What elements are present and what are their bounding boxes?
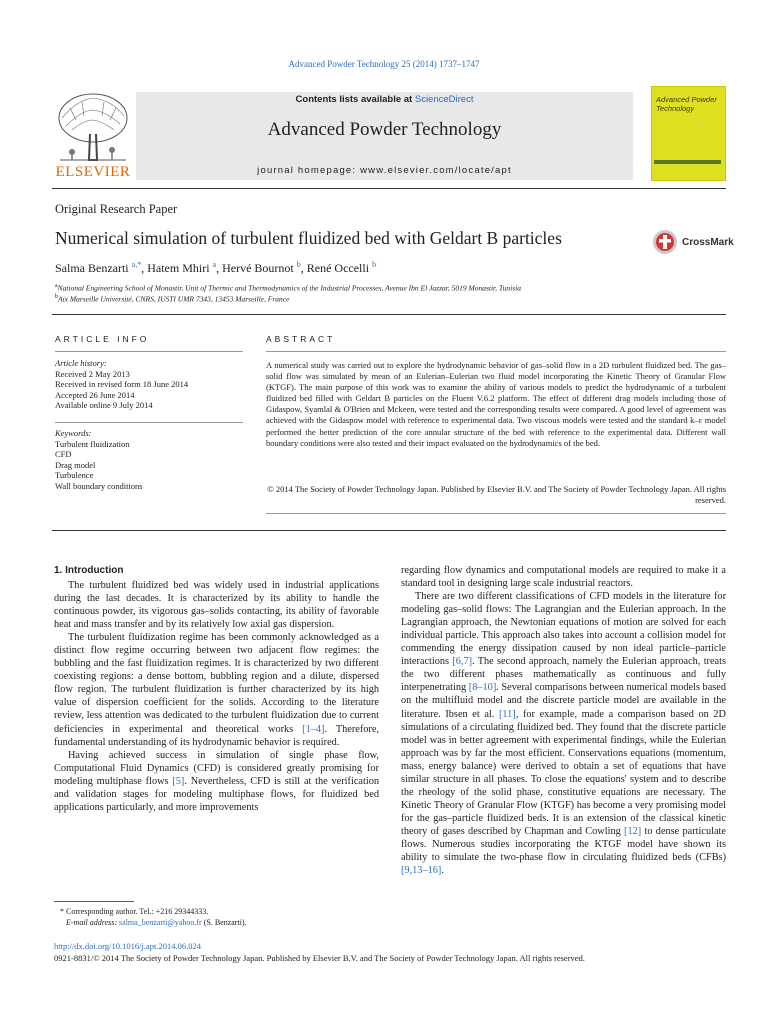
author-name[interactable]: René Occelli (306, 261, 370, 275)
history-item: Accepted 26 June 2014 (55, 389, 135, 400)
keyword: Wall boundary conditions (55, 480, 143, 491)
paragraph-text: to dense particulate flows. Numerous studies incorporating the KTGF model have shown its ability to simulate the two-phase flow in circulating fluidized beds (CFBs) (401, 825, 726, 864)
keywords-rule (55, 422, 243, 423)
article-info-rule (55, 351, 243, 352)
author-affil-mark[interactable]: a (212, 260, 217, 269)
keywords-label: Keywords: (55, 428, 92, 438)
issn-line: 0921-8831/© 2014 The Society of Powder Technology Japan. Published by Elsevier B.V. and The Society of Powder Technology Japan. All rights reserved. (54, 953, 585, 963)
keyword: Turbulent fluidization (55, 438, 130, 449)
front-matter-rule (52, 530, 726, 531)
footnote-rule (54, 901, 134, 902)
paragraph-text: . Nevertheless, CFD is still at the verification and validation stages for modeling multiphase flows, for fluidized bed applications particularly, and more improvements (54, 775, 379, 813)
history-item: Available online 9 July 2014 (55, 400, 153, 410)
abstract-bottom-rule (266, 513, 726, 514)
affiliation: $^a$National Engineering School of Monastir, Unit of Thermic and Thermodynamics of the Industrial Processes, Avenue Ibn El Jazzar, 5019 Monastir, Tunisia (55, 283, 521, 293)
body-paragraph (54, 631, 379, 748)
paragraph-text: . (441, 865, 444, 877)
paragraph-text: , for example, made a comparison based on 2D simulations of a circulating fluidized bed. They found that the discrete particle model was in better agreement with experimental findings, while the Eulerian approach was by far the most efficient. Conservations equations (momentum, mass, energy balance) were derived to obtain a set of equations that have similar structure in all phases. To close the equations' system and to describe the rheology of the solid phase, constitutive equations are necessary. The Kinetic Theory of Granular Flow (KTGF) has become a very promising model for the gas–particle fluidized beds. It is an extension of the classical kinetic theory of gases described by Chapman and Cowling (401, 708, 726, 837)
elsevier-tree-logo (52, 90, 134, 166)
affiliation: $^b$Aix Marseille Université, CNRS, IUSTI UMR 7343, 13453 Marseille, France (55, 294, 290, 304)
author-name[interactable]: Hervé Bournot (222, 261, 294, 275)
contents-prefix: Contents lists available at (295, 94, 415, 105)
author-list: Salma Benzarti $^{a,*}$, Hatem Mhiri $^a$, Hervé Bournot $^b$, René Occelli $^b$ (55, 260, 377, 275)
section-heading: 1. Introduction (54, 565, 124, 576)
body-paragraph (54, 749, 379, 814)
paragraph-text: . Several comparisons between numerical models based on the multifluid model and the discrete particle model are available in the literature. Ibsen et al. (401, 682, 727, 720)
journal-title: Advanced Powder Technology (267, 119, 502, 140)
citation-link[interactable]: [8–10] (468, 682, 497, 694)
cover-title: Advanced Powder Technology (656, 95, 717, 113)
author-affil-mark[interactable]: b (296, 260, 301, 269)
body-column-left (54, 579, 379, 814)
body-column-right (401, 564, 726, 877)
journal-homepage[interactable]: journal homepage: www.elsevier.com/locate/apt (257, 165, 512, 176)
paragraph-text: There are two different classifications of CFD models in the literature for modeling gas–solid flows: The Lagrangian and the Eulerian approach. In the Lagrangian approach, the Newtonian equations of motion are solved for each individual particle. This approach also takes into account a collision model for commending the energy dissipation caused by non ideal particle–particle interactions (401, 591, 726, 668)
abstract-rule (266, 351, 726, 352)
journal-reference[interactable]: Advanced Powder Technology 25 (2014) 1737–1747 (288, 59, 480, 69)
history-label: Article history: (55, 358, 107, 368)
abstract-heading: ABSTRACT (266, 334, 336, 344)
paragraph-text: The turbulent fluidized bed was widely used in industrial applications during the last decades. It is characterized by its ability to handle the continuous powder, its vigorous gas–solids contacting, its ability of favorable heat and mass transfer and by its relatively low axial gas dispersion. (54, 580, 379, 631)
email-link[interactable]: salma_benzarti@yahoo.fr (119, 918, 202, 927)
citation-link[interactable]: [9,13–16] (401, 865, 442, 877)
email-note: E-mail address: salma_benzarti@yahoo.fr (S. Benzarti). (66, 918, 247, 927)
body-paragraph (401, 564, 726, 590)
keywords (55, 428, 243, 491)
history-item: Received 2 May 2013 (55, 368, 130, 379)
cover-bar (654, 160, 721, 164)
crossmark-label[interactable]: CrossMark (682, 237, 734, 248)
paragraph-text: The turbulent fluidization regime has been commonly acknowledged as a distinct flow regime occurring between two adjacent flow regimes: the bubbling and the fast fluidization regimes. It is characterized by two different coexisting regions: a dense bottom, bubbling region and a dilute, dispersed flow region. The turbulent fluidization is further characterized by its high value of dispersion coefficient for the solids. According to the literature review, less attention was dedicated to the turbulent fluidization due to current deficiencies in experimental and theoretical works (54, 632, 379, 735)
sciencedirect-link[interactable]: ScienceDirect (414, 94, 474, 105)
author-name[interactable]: Salma Benzarti (55, 261, 129, 275)
corresponding-author-note: * Corresponding author. Tel.: +216 29344333. (60, 907, 209, 916)
keyword: Drag model (55, 459, 96, 470)
contents-line (136, 94, 633, 105)
elsevier-logo-text: ELSEVIER (55, 164, 131, 180)
citation-link[interactable]: [5] (172, 775, 185, 787)
author-affil-mark[interactable]: a,* (131, 260, 142, 269)
body-paragraph (54, 579, 379, 631)
article-info-heading: ARTICLE INFO (55, 334, 150, 344)
doi-link[interactable]: http://dx.doi.org/10.1016/j.apt.2014.06.024 (54, 941, 201, 951)
body-paragraph (401, 590, 726, 877)
paragraph-text: Having achieved success in simulation of single phase flow, Computational Fluid Dynamics (CFD) is considered greatly promising for modeling multiphase flows (54, 749, 379, 787)
history-item: Received in revised form 18 June 2014 (55, 379, 189, 389)
article-history (55, 358, 243, 411)
header-rule (52, 188, 726, 189)
keyword: CFD (55, 449, 72, 459)
author-affil-mark[interactable]: b (372, 260, 377, 269)
paper-type: Original Research Paper (55, 202, 178, 216)
author-name[interactable]: Hatem Mhiri (147, 261, 210, 275)
citation-link[interactable]: [6,7] (452, 656, 473, 668)
citation-link[interactable]: [12] (624, 825, 642, 837)
paragraph-text: . The second approach, namely the Eulerian approach, treats the two different phases mathematically as continuous and fully interpenetrating (401, 656, 726, 694)
paper-title: Numerical simulation of turbulent fluidized bed with Geldart B particles (55, 228, 562, 248)
title-block-rule (52, 314, 726, 315)
citation-link[interactable]: [11] (498, 708, 516, 720)
abstract-text: A numerical study was carried out to explore the hydrodynamic behavior of gas–solid flow in a 2D turbulent fluidized bed. The gas–solid flow was simulated by mean of an Eulerian–Eulerian two fluid model incorporating the Kinetic Theory of Granular Flow (KTGF). The main purpose of this work was to examine the ability of various models to predict the hydrodynamic of a turbulent fluidized bed filled with Geldart B particles on the Fluent V.6.2 platform. The effect of different drag models including those of Gidaspow, Syamlal & O'Brien and Mckeen, were tested and the corresponding results were compared. A good level of agreement was achieved with the Gidaspow model with reference to experimental data. Two viscous models were tested and the standard k–ε model performed the better prediction of the core annular structure of the bed with reference to the experimental data. Different wall boundary conditions were also tested and their impact evaluated on the hydrodynamics of the bed. (266, 360, 726, 448)
abstract-copyright: © 2014 The Society of Powder Technology Japan. Published by Elsevier B.V. and The Society of Powder Technology Japan. All rights reserved. (267, 484, 726, 506)
crossmark-icon[interactable] (652, 229, 678, 255)
citation-link[interactable]: [1–4] (302, 723, 325, 735)
keyword: Turbulence (55, 470, 94, 480)
paragraph-text: regarding flow dynamics and computational models are required to make it a standard tool in designing large scale industrial reactors. (401, 565, 726, 590)
paragraph-text: . Therefore, fundamental understanding of its hydrodynamic behavior is required. (54, 723, 379, 748)
